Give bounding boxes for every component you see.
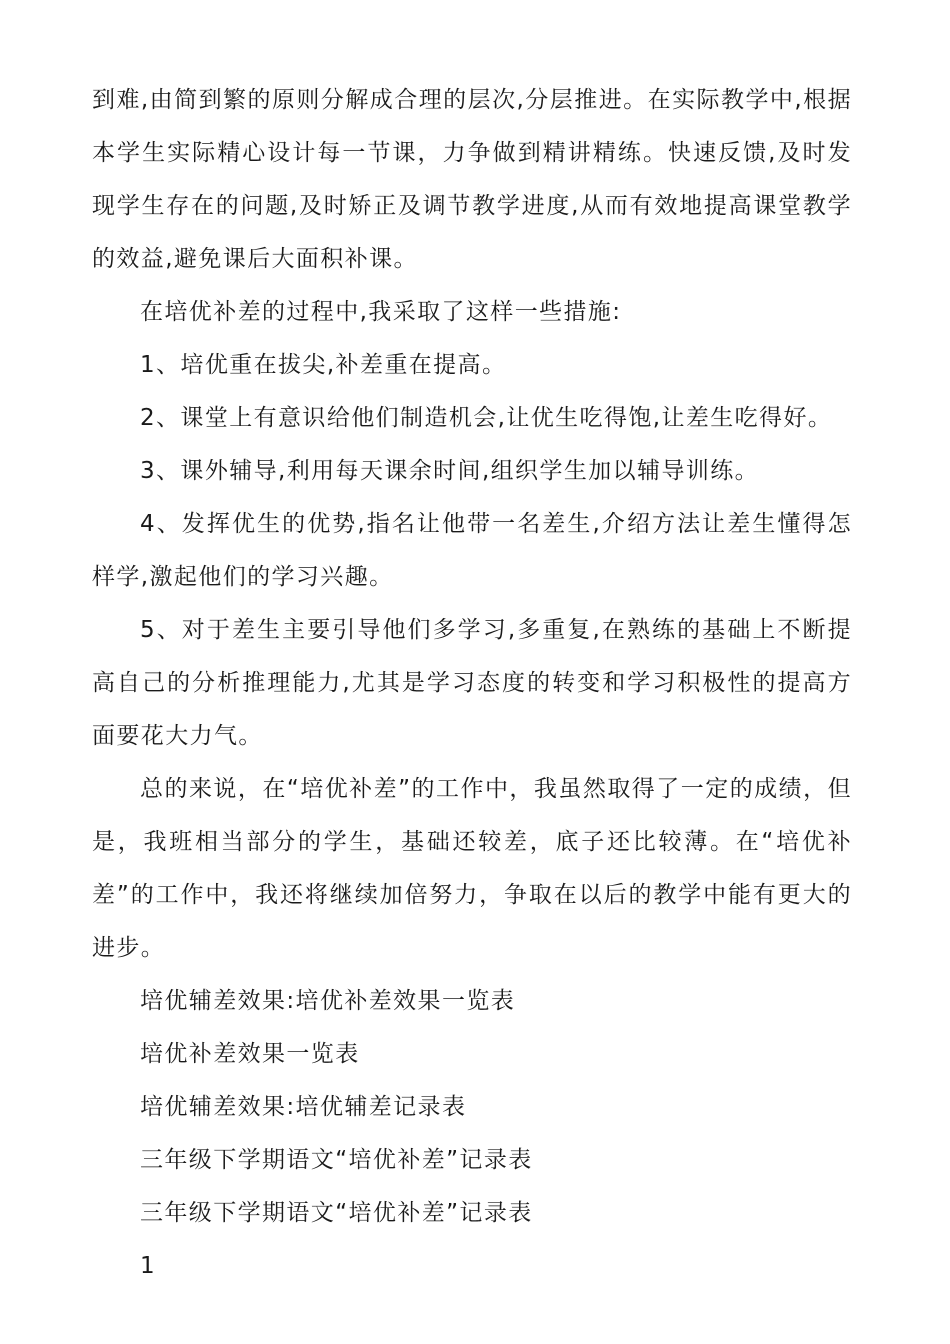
list-item-3: 3、课外辅导,利用每天课余时间,组织学生加以辅导训练。 [140, 458, 760, 484]
list-item-5: 5、对于差生主要引导他们多学习,多重复,在熟练的基础上不断提高自己的分析推理能力,尤其是学习态度的转变和学习积极性的提高方面要花大力气。 [92, 617, 852, 749]
heading-record-table: 培优辅差效果:培优辅差记录表 [140, 1094, 467, 1120]
heading-grade3-record-1: 三年级下学期语文“培优补差”记录表 [140, 1147, 533, 1173]
table-number: 1 [140, 1253, 157, 1279]
paragraph-summary: 总的来说，在“培优补差”的工作中，我虽然取得了一定的成绩，但是，我班相当部分的学生，基础还较差，底子还比较薄。在“培优补差”的工作中，我还将继续加倍努力，争取在以后的教学中能有更大的进步。 [92, 776, 852, 961]
heading-effect-overview: 培优辅差效果:培优补差效果一览表 [140, 988, 516, 1014]
heading-overview-table: 培优补差效果一览表 [140, 1041, 360, 1067]
paragraph-continuation: 到难,由简到繁的原则分解成合理的层次,分层推进。在实际教学中,根据本学生实际精心设计每一节课，力争做到精讲精练。快速反馈,及时发现学生存在的问题,及时矫正及调节教学进度,从而有效地提高课堂教学的效益,避免课后大面积补课。 [92, 87, 852, 272]
list-item-4: 4、发挥优生的优势,指名让他带一名差生,介绍方法让差生懂得怎样学,激起他们的学习兴趣。 [92, 511, 852, 590]
heading-grade3-record-2: 三年级下学期语文“培优补差”记录表 [140, 1200, 533, 1226]
paragraph-measures-intro: 在培优补差的过程中,我采取了这样一些措施: [140, 299, 622, 325]
list-item-1: 1、培优重在拔尖,补差重在提高。 [140, 352, 507, 378]
list-item-2: 2、课堂上有意识给他们制造机会,让优生吃得饱,让差生吃得好。 [140, 405, 833, 431]
document-page [92, 74, 852, 1293]
